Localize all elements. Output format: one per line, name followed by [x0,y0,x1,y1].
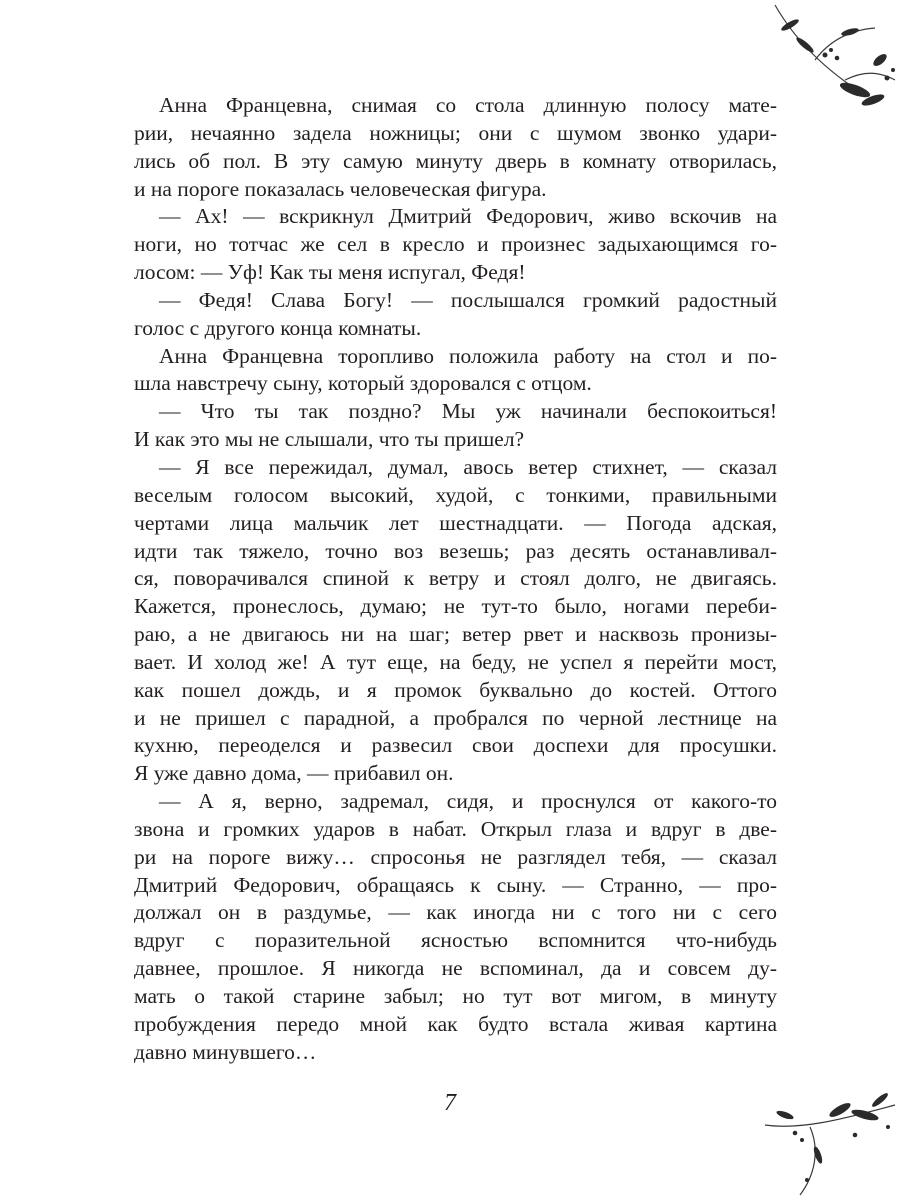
text-line: — Я все пережидал, думал, авось ветер стихнет, — сказал [159,454,777,479]
text-line: идти так тяжело, точно воз везешь; раз десять останавливал- [134,538,777,563]
paragraph [134,203,777,287]
text-line: ри на пороге вижу… спросонья не разглядел тебя, — сказал [134,844,777,869]
text-line: И как это мы не слышали, что ты пришел? [134,427,525,452]
text-line: чертами лица мальчик лет шестнадцати. — Погода адская, [134,510,777,535]
text-line: должал он в раздумье, — как иногда ни с того ни с сего [134,900,777,925]
body-text [134,92,777,1067]
text-line: шла навстречу сыну, который здоровался с отцом. [134,371,592,396]
text-line: кухню, переоделся и развесил свои доспехи для просушки. [134,733,777,758]
text-line: Кажется, пронеслось, думаю; не тут-то было, ногами переби- [134,594,777,619]
text-line: давнее, прошлое. Я никогда не вспоминал, да и совсем ду- [134,956,777,981]
text-line: пробуждения передо мной как будто встала живая картина [134,1011,777,1036]
text-line: — Федя! Слава Богу! — послышался громкий радостный [159,287,777,312]
text-line: голос с другого конца комнаты. [134,315,422,340]
text-line: раю, а не двигаюсь ни на шаг; ветер рвет и насквозь пронизы- [134,622,777,647]
text-line: Анна Францевна, снимая со стола длинную полосу мате- [159,93,777,117]
text-line: Я уже давно дома, — прибавил он. [134,761,454,786]
page-number: 7 [444,1090,456,1116]
text-line: веселым голосом высокий, худой, с тонкими, правильными [134,482,777,507]
paragraph [134,398,777,454]
text-line: — Что ты так поздно? Мы уж начинали беспокоиться! [159,399,777,424]
text-line: — Ах! — вскрикнул Дмитрий Федорович, живо вскочив на [159,204,777,229]
text-line: ноги, но тотчас же сел в кресло и произнес задыхающимся го- [134,232,777,257]
text-line: лись об пол. В эту самую минуту дверь в комнату отворилась, [134,148,777,173]
text-line: звона и громких ударов в набат. Открыл глаза и вдруг в две- [134,816,777,841]
text-line: Анна Францевна торопливо положила работу на стол и по- [159,343,777,368]
text-line: Дмитрий Федорович, обращаясь к сыну. — Странно, — про- [134,872,777,897]
text-line: и на пороге показалась человеческая фигура. [134,176,547,201]
text-line: ся, поворачивался спиной к ветру и стоял долго, не двигаясь. [134,566,777,591]
text-line: вает. И холод же! А тут еще, на беду, не успел я перейти мост, [134,649,777,674]
paragraph [134,343,777,399]
paragraph [134,287,777,343]
text-line: давно минувшего… [134,1039,317,1064]
text-line: — А я, верно, задремал, сидя, и проснулся от какого-то [159,789,777,814]
text-line: и не пришел с парадной, а пробрался по черной лестнице на [134,705,777,730]
text-line: рии, нечаянно задела ножницы; они с шумом звонко удари- [134,120,777,145]
paragraph [134,454,777,788]
text-line: мать о такой старине забыл; но тут вот мигом, в минуту [134,984,777,1008]
text-line: вдруг с поразительной ясностью вспомнится что-нибудь [134,928,777,953]
paragraph [134,92,777,203]
paragraph [134,788,777,1066]
text-line: лосом: — Уф! Как ты меня испугал, Федя! [134,260,526,285]
text-line: как пошел дождь, и я промок буквально до костей. Оттого [134,677,777,702]
